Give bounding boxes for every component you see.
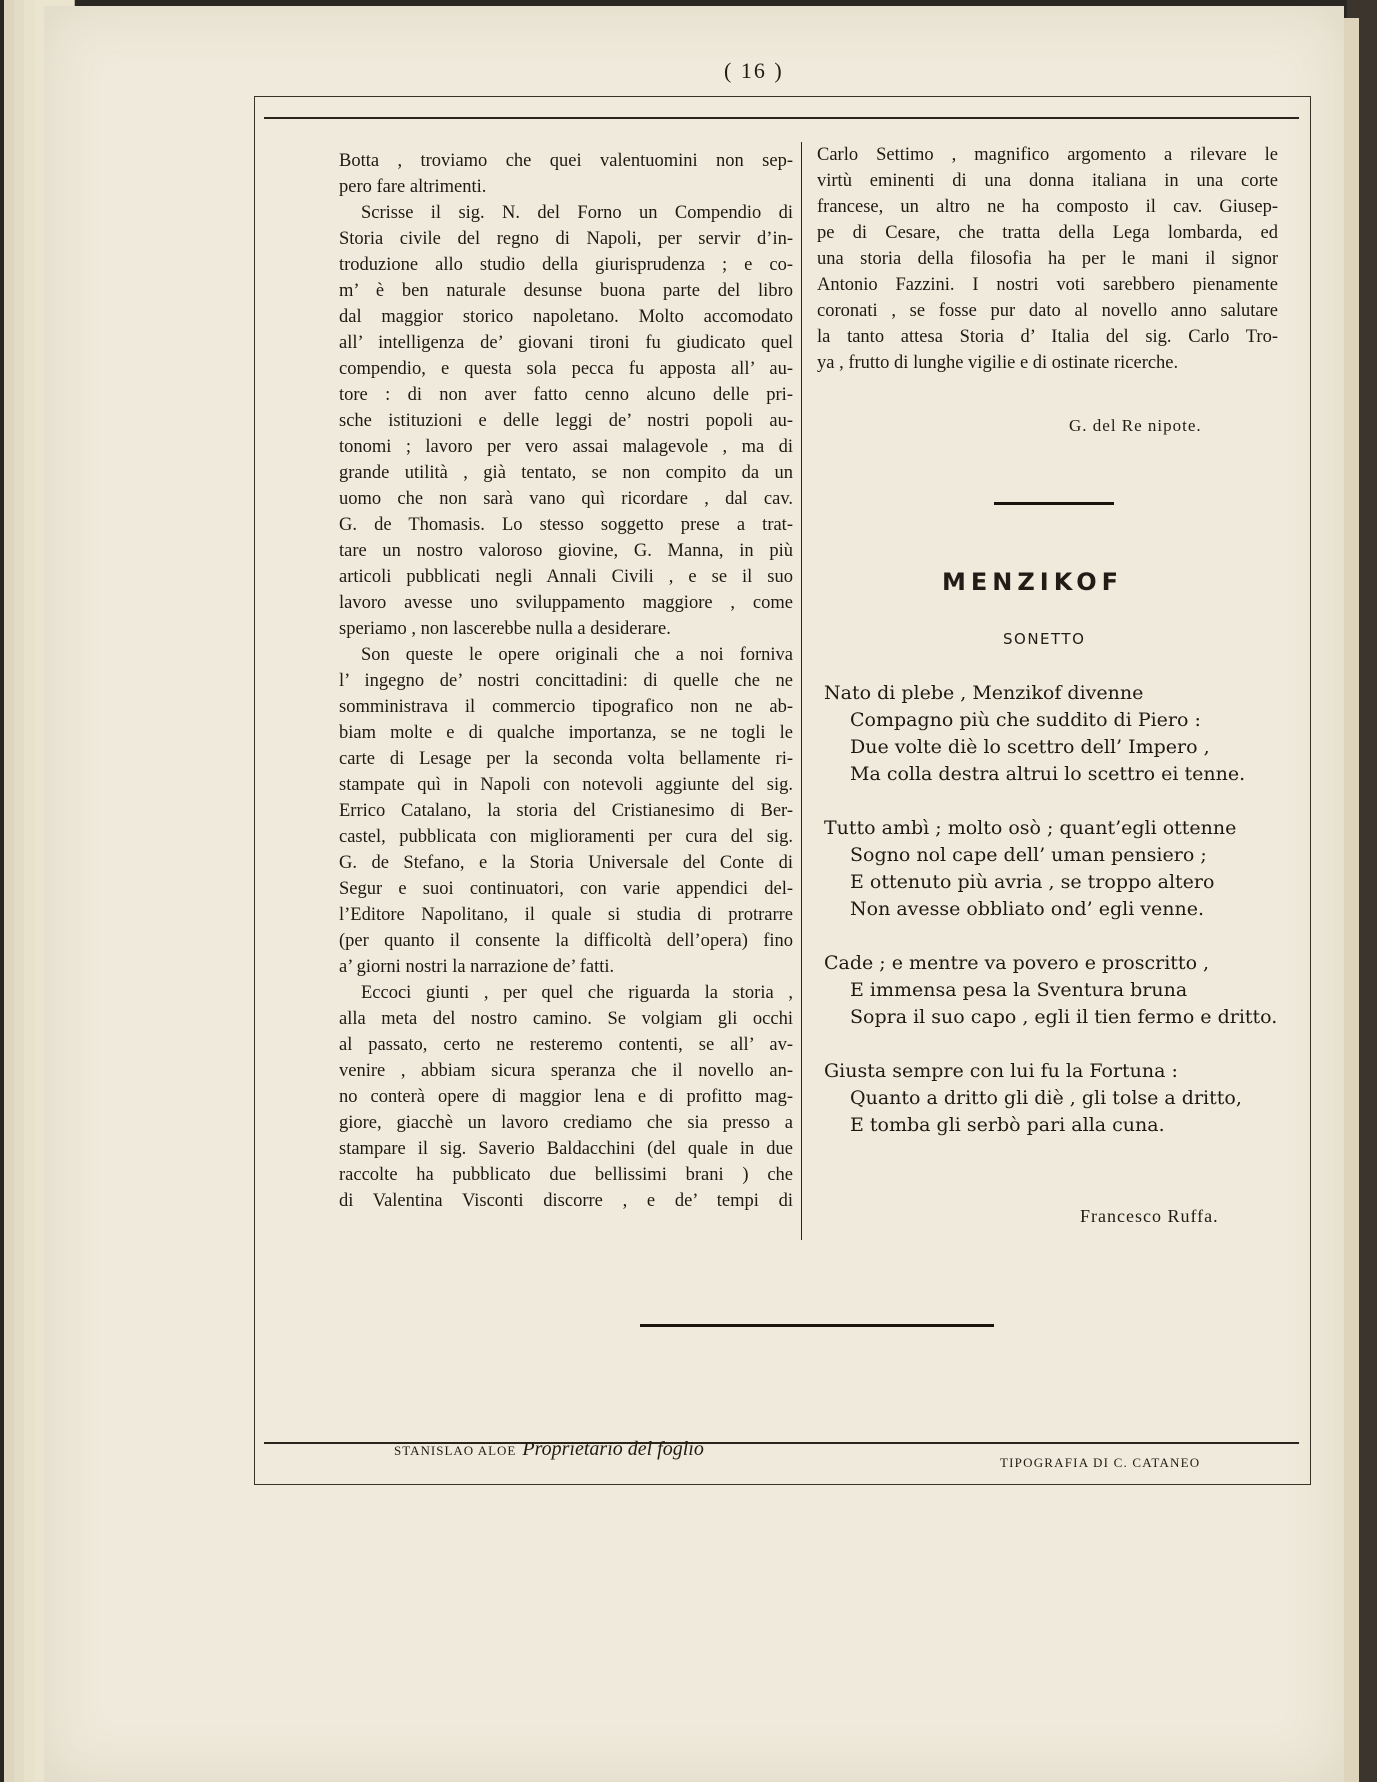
poem-verse: Due volte diè lo scettro dell’ Impero , xyxy=(850,736,1210,758)
poem-signature: Francesco Ruffa. xyxy=(1080,1206,1219,1226)
stanza-gap xyxy=(824,1031,1294,1058)
text-line: Scrisse il sig. N. del Forno un Compendio di xyxy=(361,203,793,223)
text-line: tore : di non aver fatto cenno alcuno delle pri- xyxy=(339,385,793,405)
text-line: Storia civile del regno di Napoli, per servir d’in- xyxy=(339,229,793,249)
text-line: uomo che non sarà vano quì ricordare , dal cav. xyxy=(339,489,793,509)
text-line: grande utilità , già tentato, se non compito da un xyxy=(339,463,793,483)
poem-verse: Cade ; e mentre va povero e proscritto , xyxy=(824,952,1210,974)
section-divider xyxy=(994,502,1114,505)
owner-role: Proprietario del foglio xyxy=(522,1438,704,1460)
text-line: speriamo , non lascerebbe nulla a desiderare. xyxy=(339,619,671,639)
poem-verse: Tutto ambì ; molto osò ; quant’egli ottenne xyxy=(824,817,1237,839)
text-line: G. de Thomasis. Lo stesso soggetto prese a trat- xyxy=(339,515,793,535)
poem-verse: E tomba gli serbò pari alla cuna. xyxy=(850,1114,1165,1136)
text-line: la tanto attesa Storia d’ Italia del sig. Carlo Tro- xyxy=(817,327,1278,347)
poem-body xyxy=(824,680,1294,1139)
text-line: ya , frutto di lunghe vigilie e di ostinate ricerche. xyxy=(817,353,1179,373)
text-line: a’ giorni nostri la narrazione de’ fatti. xyxy=(339,957,615,977)
text-line: no conterà opere di maggior lena e di profitto mag- xyxy=(339,1087,793,1107)
left-text-column xyxy=(339,148,793,1214)
text-line: sche istituzioni e delle leggi de’ nostri popoli au- xyxy=(339,411,793,431)
text-line: dal maggior storico napoletano. Molto accomodato xyxy=(339,307,793,327)
article-signature: G. del Re nipote. xyxy=(1069,416,1202,435)
text-line: m’ è ben naturale desunse buona parte del libro xyxy=(339,281,793,301)
stanza-gap xyxy=(824,788,1294,815)
text-line: (per quanto il consente la difficoltà dell’opera) fino xyxy=(339,931,793,951)
text-line: l’ ingegno de’ nostri concittadini: di quelle che ne xyxy=(339,671,793,691)
poem-verse: Ma colla destra altrui lo scettro ei tenne. xyxy=(850,763,1246,785)
text-line: francese, un altro ne ha composto il cav. Giusep- xyxy=(817,197,1278,217)
poem-verse: Quanto a dritto gli diè , gli tolse a dritto, xyxy=(850,1087,1242,1109)
poem-verse: Giusta sempre con lui fu la Fortuna : xyxy=(824,1060,1178,1082)
footer-printer: TIPOGRAFIA DI C. CATANEO xyxy=(1000,1455,1201,1470)
poem-title: MENZIKOF xyxy=(942,568,1124,596)
text-line: Son queste le opere originali che a noi forniva xyxy=(361,645,793,665)
right-text-column xyxy=(817,142,1278,376)
text-line: stampare il sig. Saverio Baldacchini (del quale in due xyxy=(339,1139,793,1159)
text-line: somministrava il commercio tipografico non ne ab- xyxy=(339,697,793,717)
page-number: ( 16 ) xyxy=(724,58,784,83)
text-line: l’Editore Napolitano, il quale si studia di protrarre xyxy=(339,905,793,925)
text-line: lavoro avesse uno sviluppamento maggiore , come xyxy=(339,593,793,613)
text-line: venire , abbiam sicura speranza che il novello an- xyxy=(339,1061,793,1081)
poem-verse: Sogno nol cape dell’ uman pensiero ; xyxy=(850,844,1207,866)
text-line: G. de Stefano, e la Storia Universale del Conte di xyxy=(339,853,793,873)
text-line: di Valentina Visconti discorre , e de’ tempi di xyxy=(339,1191,793,1211)
text-line: coronati , se fosse pur dato al novello anno salutare xyxy=(817,301,1278,321)
text-line: troduzione allo studio della giurisprudenza ; e co- xyxy=(339,255,793,275)
poem-verse: E immensa pesa la Sventura bruna xyxy=(850,979,1188,1001)
poem-subtitle: SONETTO xyxy=(1003,630,1086,648)
text-line: stampate quì in Napoli con notevoli aggiunte del sig. xyxy=(339,775,793,795)
text-line: giore, giacchè un lavoro crediamo che sia presso a xyxy=(339,1113,793,1133)
poem-verse: Sopra il suo capo , egli il tien fermo e dritto. xyxy=(850,1006,1278,1028)
text-line: articoli pubblicati negli Annali Civili , e se il suo xyxy=(339,567,793,587)
poem-verse: Compagno più che suddito di Piero : xyxy=(850,709,1201,731)
frame-top-rule xyxy=(264,117,1299,119)
column-divider xyxy=(801,142,802,1240)
text-line: al passato, certo ne resteremo contenti, se all’ av- xyxy=(339,1035,793,1055)
text-line: Segur e suoi continuatori, con varie appendici del- xyxy=(339,879,793,899)
text-line: Antonio Fazzini. I nostri voti sarebbero pienamente xyxy=(817,275,1278,295)
text-line: virtù eminenti di una donna italiana in una corte xyxy=(817,171,1278,191)
stanza-gap xyxy=(824,923,1294,950)
text-line: alla meta del nostro camino. Se volgiam gli occhi xyxy=(339,1009,793,1029)
text-line: Errico Catalano, la storia del Cristianesimo di Ber- xyxy=(339,801,793,821)
text-line: castel, pubblicata con miglioramenti per cura del sig. xyxy=(339,827,793,847)
text-line: una storia della filosofia ha per le mani il signor xyxy=(817,249,1278,269)
text-line: tonomi ; lavoro per vero assai malagevole , ma di xyxy=(339,437,793,457)
owner-name: STANISLAO ALOE xyxy=(394,1443,517,1458)
text-line: pero fare altrimenti. xyxy=(339,177,487,197)
text-line: pe di Cesare, che tratta della Lega lombarda, ed xyxy=(817,223,1278,243)
text-line: Eccoci giunti , per quel che riguarda la storia , xyxy=(361,983,793,1003)
text-line: Botta , troviamo che quei valentuomini non sep- xyxy=(339,151,793,171)
text-line: Carlo Settimo , magnifico argomento a rilevare le xyxy=(817,145,1278,165)
poem-verse: Nato di plebe , Menzikof divenne xyxy=(824,682,1144,704)
text-line: compendio, e questa sola pecca fu apposta all’ au- xyxy=(339,359,793,379)
text-line: carte di Lesage per la seconda volta bellamente ri- xyxy=(339,749,793,769)
text-line: raccolte ha pubblicato due bellissimi brani ) che xyxy=(339,1165,793,1185)
text-line: tare un nostro valoroso giovine, G. Manna, in più xyxy=(339,541,793,561)
text-line: biam molte e di qualche importanza, se ne togli le xyxy=(339,723,793,743)
poem-verse: Non avesse obbliato ond’ egli venne. xyxy=(850,898,1205,920)
poem-verse: E ottenuto più avria , se troppo altero xyxy=(850,871,1215,893)
text-line: all’ intelligenza de’ giovani tironi fu giudicato quel xyxy=(339,333,793,353)
end-rule xyxy=(640,1324,994,1327)
footer-owner xyxy=(394,1438,704,1461)
